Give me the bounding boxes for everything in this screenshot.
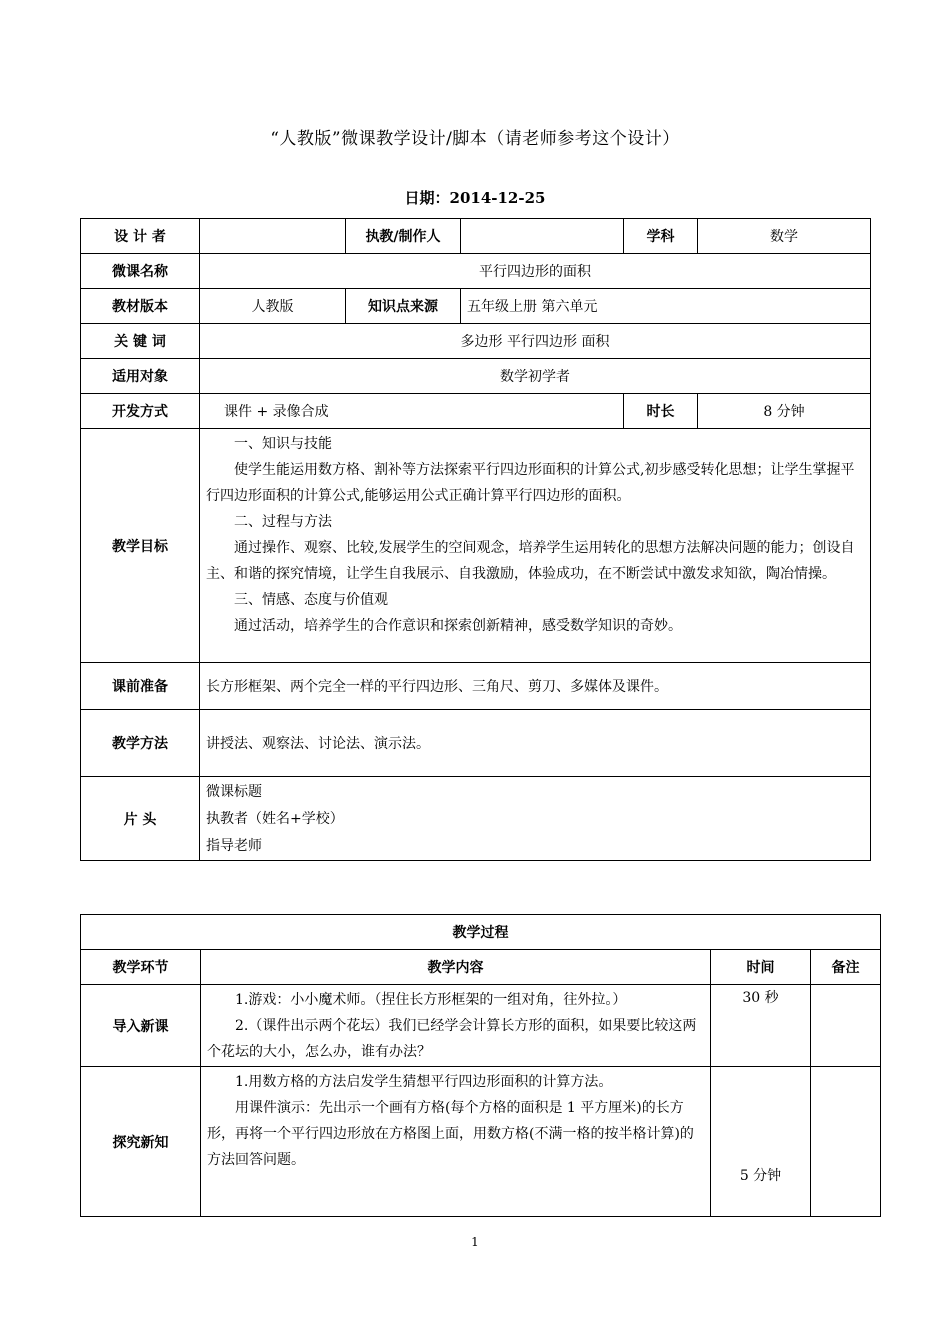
time-cell: 5 分钟 (711, 1067, 811, 1217)
content-cell (201, 985, 711, 1067)
col-stage-header: 教学环节 (81, 950, 201, 985)
goals-content (200, 429, 871, 663)
source-value: 五年级上册 第六单元 (461, 289, 871, 324)
table-row (81, 1067, 881, 1217)
opening-line: 指导老师 (206, 838, 262, 854)
document-title: “人教版”微课教学设计/脚本（请老师参考这个设计） (270, 129, 680, 149)
prep-label: 课前准备 (81, 663, 200, 710)
keywords-value: 多边形 平行四边形 面积 (200, 324, 871, 359)
goals-text-1: 使学生能运用数方格、割补等方法探索平行四边形面积的计算公式,初步感受转化思想；让学生掌握平行四边形面积的计算公式,能够运用公式正确计算平行四边形的面积。 (206, 462, 855, 504)
dev-method-label: 开发方式 (81, 394, 200, 429)
col-note-header: 备注 (811, 950, 881, 985)
content-cell (201, 1067, 711, 1217)
maker-value (461, 219, 624, 254)
duration-label: 时长 (624, 394, 698, 429)
content-line: 2.（课件出示两个花坛）我们已经学会计算长方形的面积，如果要比较这两个花坛的大小，怎么办，谁有办法？ (207, 1018, 697, 1060)
designer-value (200, 219, 346, 254)
col-time-header: 时间 (711, 950, 811, 985)
page-number: 1 (471, 1235, 479, 1249)
goals-heading-1: 一、知识与技能 (234, 436, 332, 452)
process-table (80, 914, 881, 1217)
duration-value: 8 分钟 (698, 394, 871, 429)
edition-value: 人教版 (200, 289, 346, 324)
note-cell (811, 1067, 881, 1217)
stage-cell: 导入新课 (81, 985, 201, 1067)
audience-value: 数学初学者 (200, 359, 871, 394)
goals-heading-2: 二、过程与方法 (234, 514, 332, 530)
edition-label: 教材版本 (81, 289, 200, 324)
opening-label: 片 头 (81, 777, 200, 861)
maker-label: 执教/制作人 (346, 219, 461, 254)
source-label: 知识点来源 (346, 289, 461, 324)
info-table (80, 218, 871, 861)
content-line: 1.用数方格的方法启发学生猜想平行四边形面积的计算方法。 (235, 1074, 613, 1090)
keywords-label: 关 键 词 (81, 324, 200, 359)
goals-label: 教学目标 (81, 429, 200, 663)
subject-value: 数学 (698, 219, 871, 254)
opening-content (200, 777, 871, 861)
course-name-value: 平行四边形的面积 (200, 254, 871, 289)
table-row (81, 985, 881, 1067)
prep-value: 长方形框架、两个完全一样的平行四边形、三角尺、剪刀、多媒体及课件。 (200, 663, 871, 710)
document-date: 日期：2014-12-25 (404, 189, 546, 207)
note-cell (811, 985, 881, 1067)
goals-heading-3: 三、情感、态度与价值观 (234, 592, 388, 608)
process-header: 教学过程 (81, 915, 881, 950)
content-line: 用课件演示：先出示一个画有方格(每个方格的面积是 1 平方厘米)的长方形，再将一个平行四边形放在方格图上面，用数方格(不满一格的按半格计算)的方法回答问题。 (207, 1100, 694, 1168)
col-content-header: 教学内容 (201, 950, 711, 985)
opening-line: 执教者（姓名+学校） (206, 811, 344, 827)
teaching-method-label: 教学方法 (81, 710, 200, 777)
designer-label: 设 计 者 (81, 219, 200, 254)
dev-method-value: 课件 + 录像合成 (200, 394, 624, 429)
course-name-label: 微课名称 (81, 254, 200, 289)
content-line: 1.游戏：小小魔术师。（捏住长方形框架的一组对角，往外拉。） (235, 992, 627, 1008)
goals-text-3: 通过活动，培养学生的合作意识和探索创新精神，感受数学知识的奇妙。 (234, 618, 682, 634)
goals-text-2: 通过操作、观察、比较,发展学生的空间观念，培养学生运用转化的思想方法解决问题的能力；创设自主、和谐的探究情境，让学生自我展示、自我激励，体验成功，在不断尝试中激发求知欲，陶冶情操。 (206, 540, 855, 582)
time-cell: 30 秒 (711, 985, 811, 1067)
teaching-method-value: 讲授法、观察法、讨论法、演示法。 (200, 710, 871, 777)
stage-cell: 探究新知 (81, 1067, 201, 1217)
subject-label: 学科 (624, 219, 698, 254)
opening-line: 微课标题 (206, 784, 262, 800)
audience-label: 适用对象 (81, 359, 200, 394)
